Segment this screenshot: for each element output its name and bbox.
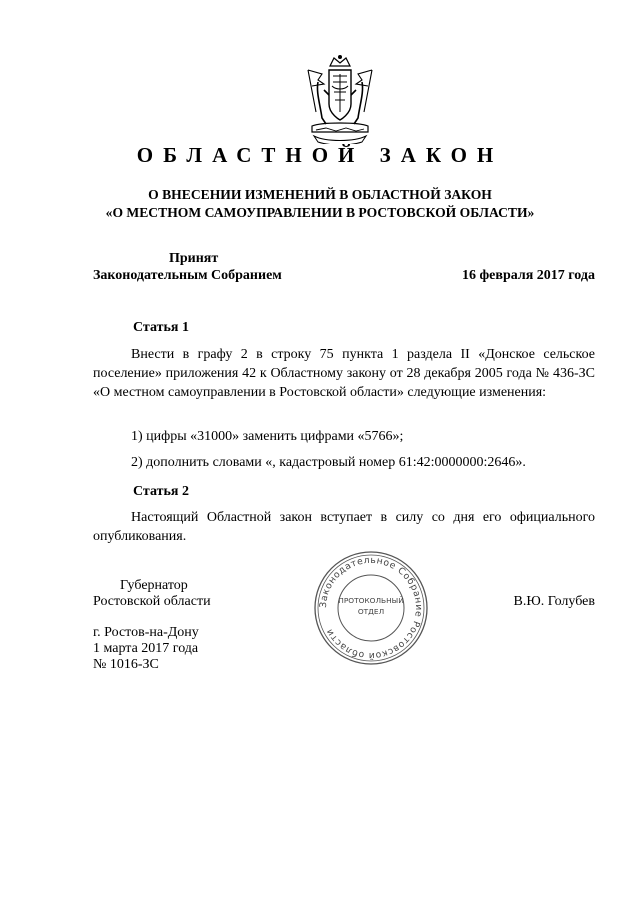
signatory-name: В.Ю. Голубев [513, 594, 595, 609]
article-1-item-1: 1) цифры «31000» заменить цифрами «5766»; [131, 429, 404, 444]
article-2-text: Настоящий Областной закон вступает в силу со дня его официального опубликования. [93, 510, 595, 544]
signing-date: 1 марта 2017 года [93, 641, 199, 656]
adoption-date: 16 февраля 2017 года [462, 268, 595, 283]
stamp-ring-text: Законодательное Собрание Ростовской области [317, 554, 425, 662]
signing-city: г. Ростов-на-Дону [93, 625, 199, 640]
signatory-title-line-1: Губернатор [120, 578, 188, 593]
adopted-label: Принят [169, 251, 219, 266]
stamp-center-line-2: ОТДЕЛ [357, 607, 385, 616]
signing-details [93, 625, 199, 673]
adopted-by-label: Законодательным Собранием [93, 268, 282, 283]
document-type-heading: ОБЛАСТНОЙ ЗАКОН [136, 143, 504, 167]
stamp-center-line-1: ПРОТОКОЛЬНЫЙ [338, 596, 404, 605]
law-number: № 1016-ЗС [93, 657, 159, 672]
article-1-heading: Статья 1 [133, 320, 189, 335]
signatory-title-line-2: Ростовской области [93, 594, 211, 609]
article-1-item-2: 2) дополнить словами «, кадастровый номер 61:42:0000000:2646». [131, 455, 526, 470]
law-title-line-2: «О МЕСТНОМ САМОУПРАВЛЕНИИ В РОСТОВСКОЙ ОБЛАСТИ» [105, 205, 535, 220]
article-1-text: Внести в графу 2 в строку 75 пункта 1 раздела II «Донское сельское поселение» приложения 42 к Областному закону от 28 декабря 2005 года № 436-ЗС «О местном самоуправлении в Ростовской области» следующие изменения: [93, 347, 595, 400]
official-stamp [312, 549, 430, 667]
article-2-heading: Статья 2 [133, 484, 189, 499]
law-title [0, 186, 640, 222]
coat-of-arms-emblem [302, 52, 378, 144]
law-title-line-1: О ВНЕСЕНИИ ИЗМЕНЕНИЙ В ОБЛАСТНОЙ ЗАКОН [148, 187, 492, 202]
